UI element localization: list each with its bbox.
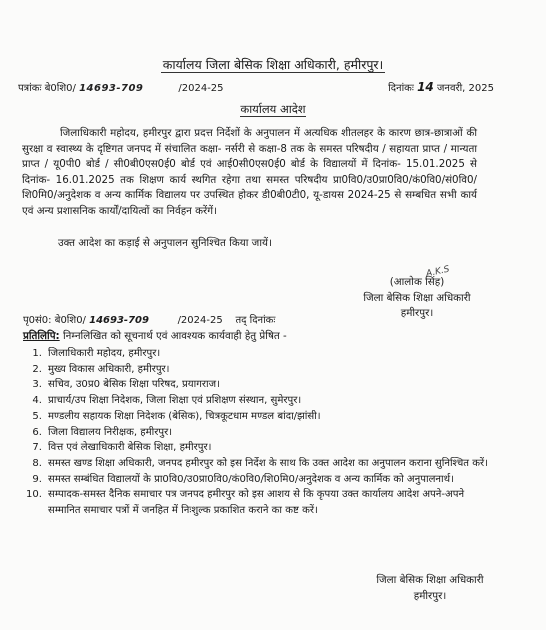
distribution-item: [22, 487, 492, 518]
distribution-item-text: समस्त खण्ड शिक्षा अधिकारी, जनपद हमीरपुर को इस निर्देश के साथ कि उक्त आदेश का अनुपालन कराना सुनिश्चित करें।: [48, 457, 488, 469]
distribution-item-text: समस्त सम्बंधित विद्यालयों के प्रा0वि0/उ0प्रा0वि0/कं0वि0/शि0मि0/अनुदेशक व अन्य कार्मिक को अनुपालनार्थ।: [48, 473, 454, 485]
distribution-item-text: मण्डलीय सहायक शिक्षा निदेशक (बेसिक), चित्रकूटधाम मण्डल बांदा/झांसी।: [48, 410, 321, 422]
distribution-item-number: 3.: [32, 379, 42, 391]
distribution-item: [22, 425, 492, 441]
footer-designation: जिला बेसिक शिक्षा अधिकारी: [376, 574, 484, 586]
distribution-item-number: 1.: [32, 348, 42, 359]
distribution-item: [22, 472, 492, 488]
distribution-item-text: वित्त एवं लेखाधिकारी बेसिक शिक्षा, हमीरपुर।: [48, 442, 212, 454]
endorsement-reference: पृ0सं0: बे0शि0/ 14693-709 /2024-25 तद् दिनांकः: [23, 315, 276, 326]
distribution-item-number: 7.: [32, 442, 42, 454]
signature-mark: A.K.S: [425, 264, 451, 280]
distribution-item-number: 6.: [32, 426, 42, 438]
office-title: कार्यालय जिला बेसिक शिक्षा अधिकारी, हमीरपुर।: [162, 57, 384, 72]
handwritten-ref2-number: 14693-709: [89, 315, 149, 326]
distribution-item: [22, 440, 492, 456]
distribution-item-text: जिला विद्यालय निरीक्षक, हमीरपुर।: [48, 426, 173, 438]
distribution-item: [22, 377, 492, 393]
distribution-item-text: प्राचार्य/उप शिक्षा निदेशक, जिला शिक्षा एवं प्रशिक्षण संस्थान, सुमेरपुर।: [48, 395, 302, 407]
distribution-item: [22, 393, 492, 409]
distribution-item: [22, 409, 492, 425]
distribution-item-number: 10.: [25, 489, 42, 501]
distribution-item: [22, 346, 492, 362]
distribution-item-number: 2.: [32, 363, 42, 375]
distribution-item-text: मुख्य विकास अधिकारी, हमीरपुर।: [48, 363, 170, 375]
distribution-item-number: 5.: [32, 410, 42, 422]
order-body: जिलाधिकारी महोदय, हमीरपुर द्वारा प्रदत्त निर्देशों के अनुपालन में अत्यधिक शीतलहर के कारण छात्र-छात्राओं की सुरक्षा व स्वास्थ्य के दृष्टिगत जनपद में संचालित कक्षा- नर्सरी से कक्षा-8 तक के समस्त परिषदीय / सहायता प्राप्त / मान्यता प्राप्त / यू0पी0 बोर्ड / सी0बी0एस0ई0 बोर्ड एवं आई0सी0एस0ई0 बोर्ड के विद्यालयों में दिनांक- 15.01.2025 से दिनांक- 16.01.2025 तक शिक्षण कार्य स्थगित रहेगा तथा समस्त परिषदीय प्रा0वि0/उ0प्रा0वि0/कं0वि0/सं0वि0/शि0मि0/अनुदेशक व अन्य कार्मिक विद्यालय पर उपस्थित होकर डी0बी0टी0, यू-डायस 2024-25 से सम्बधित सभी कार्य एवं अन्य प्रशासनिक कार्यों/दायित्वों का निर्वहन करेंगें।: [22, 127, 477, 217]
handwritten-ref-number: 14693-709: [79, 83, 144, 94]
compliance-line: उक्त आदेश का कड़ाई से अनुपालन सुनिश्चित किया जायें।: [58, 237, 272, 249]
signatory-name: (आलोक सिंह): [389, 276, 445, 288]
distribution-list: [22, 346, 492, 519]
distribution-item-number: 8.: [32, 457, 42, 469]
footer-signature: [360, 573, 500, 604]
reference-line: पत्रांकः बे0शि0/ 14693-709 /2024-25: [18, 83, 224, 94]
date-line: दिनांकः 14 जनवरी, 2025: [388, 80, 494, 94]
distribution-item-text: सचिव, उ0प्र0 बेसिक शिक्षा परिषद, प्रयागराज।: [48, 379, 220, 391]
distribution-item-text: सम्पादक-समस्त दैनिक समाचार पत्र जनपद हमीरपुर को इस आशय से कि कृपया उक्त कार्यालय आदेश अपने-अपने सम्मानित समाचार पत्रों में जनहित में निःशुल्क प्रकाशित कराने का कष्ट करें।: [48, 489, 465, 517]
signatory-designation: जिला बेसिक शिक्षा अधिकारी: [363, 291, 471, 304]
order-title: कार्यालय आदेश: [240, 102, 306, 116]
signature-block: [342, 275, 492, 322]
handwritten-date-day: 14: [417, 80, 434, 94]
distribution-item-number: 9.: [32, 473, 42, 485]
copy-to-line: प्रतिलिपि: निम्नलिखित को सूचनार्थ एवं आवश्यक कार्यवाही हेतु प्रेषित -: [23, 330, 287, 342]
signatory-place: हमीरपुर।: [400, 307, 434, 319]
distribution-item-text: जिलाधिकारी महोदय, हमीरपुर।: [48, 348, 161, 359]
footer-place: हमीरपुर।: [413, 589, 447, 602]
distribution-item-number: 4.: [32, 395, 42, 407]
distribution-item: [22, 456, 492, 472]
distribution-item: [22, 362, 492, 378]
